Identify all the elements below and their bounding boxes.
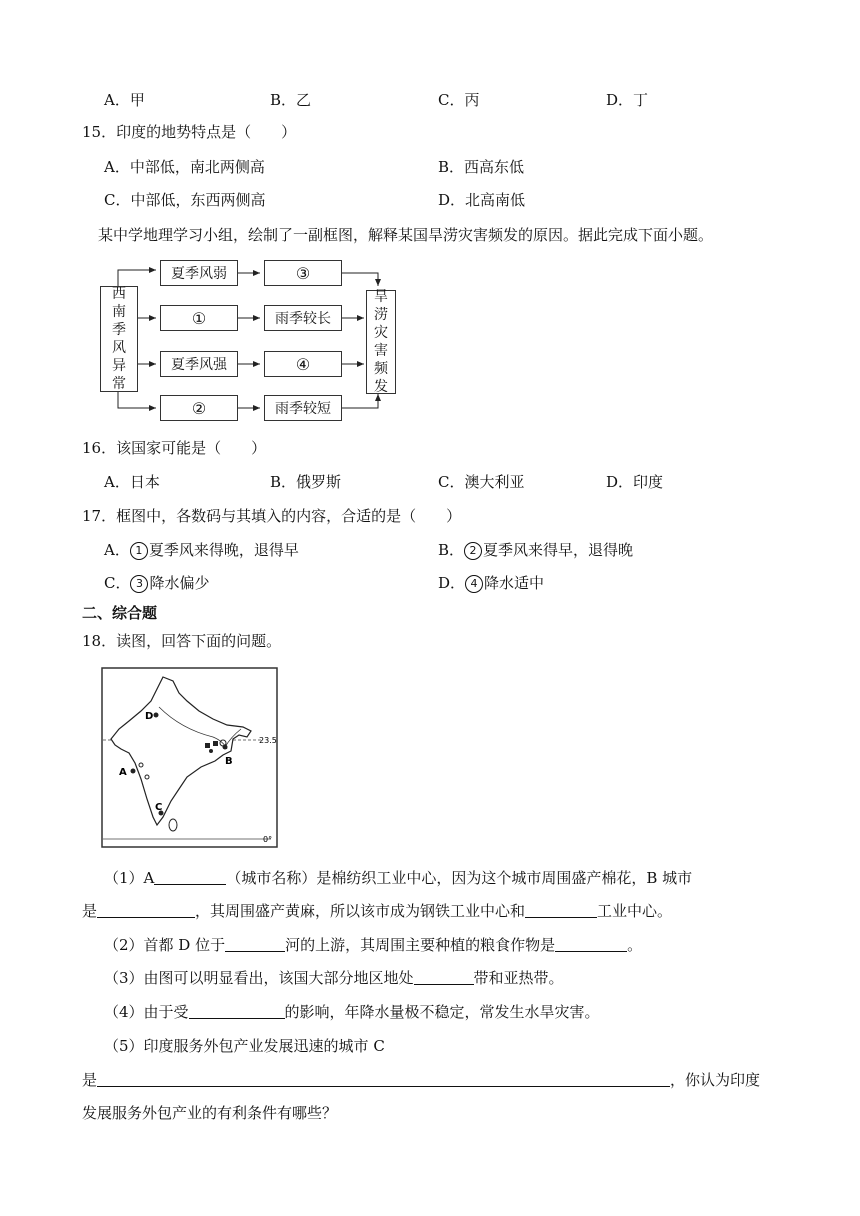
q14-option-d: D．丁 [606, 91, 649, 109]
box-long-rainy-season: 雨季较长 [264, 305, 342, 331]
flow-arrows [100, 256, 400, 416]
q16-option-b: B．俄罗斯 [270, 473, 342, 491]
q16-stem: 16．该国家可能是（ ） [82, 439, 267, 457]
box-blank-3: ③ [264, 260, 342, 286]
answer-blank[interactable] [97, 902, 195, 918]
box-blank-2: ② [160, 395, 238, 421]
q16-option-d: D．印度 [606, 473, 664, 491]
q15-option-a: A．中部低，南北两侧高 [104, 158, 265, 176]
india-map-graphic [101, 667, 278, 848]
q18-stem: 18．读图，回答下面的问题。 [82, 632, 282, 650]
map-label-tropic: 23.5 [259, 736, 277, 745]
answer-blank[interactable] [97, 1071, 670, 1087]
q18-part5-line1: （5）印度服务外包产业发展迅速的城市 C [104, 1037, 385, 1055]
q18-part1-line1: （1）A （城市名称）是棉纺织工业中心，因为这个城市周围盛产棉花，B 城市 [104, 869, 693, 887]
q17-stem: 17．框图中，各数码与其填入的内容，合适的是（ ） [82, 507, 462, 525]
india-map [101, 667, 278, 848]
box-southwest-monsoon: 西 南 季 风 异 常 [100, 286, 138, 392]
q16-option-c: C．澳大利亚 [438, 473, 525, 491]
flow-diagram [100, 256, 400, 416]
box-strong-summer-monsoon: 夏季风强 [160, 351, 238, 377]
answer-blank[interactable] [555, 936, 627, 952]
circled-number: 1 [130, 542, 148, 560]
q16-option-a: A．日本 [104, 473, 160, 491]
map-label-c: C [155, 802, 163, 813]
q17-option-a: A． 1 夏季风来得晚，退得早 [104, 541, 299, 559]
circled-number: 3 [130, 575, 148, 593]
q18-part1-line2: 是 ，其周围盛产黄麻，所以该市成为钢铁工业中心和 工业中心。 [82, 902, 673, 920]
box-blank-4: ④ [264, 351, 342, 377]
q18-part5-line2: 是 ，你认为印度 [82, 1071, 761, 1089]
q15-stem: 15．印度的地势特点是（ ） [82, 123, 297, 141]
map-label-b: B [225, 756, 233, 767]
q14-option-a: A．甲 [104, 91, 145, 109]
answer-blank[interactable] [189, 1003, 285, 1019]
section-heading: 二、综合题 [82, 604, 158, 622]
intro-text: 某中学地理学习小组，绘制了一副框图，解释某国旱涝灾害频发的原因。据此完成下面小题。 [98, 226, 714, 244]
box-weak-summer-monsoon: 夏季风弱 [160, 260, 238, 286]
q18-part5-line3: 发展服务外包产业的有利条件有哪些？ [82, 1104, 338, 1122]
circled-number: 2 [464, 542, 482, 560]
q17-option-c: C． 3 降水偏少 [104, 574, 210, 592]
q17-option-b: B． 2 夏季风来得早，退得晚 [438, 541, 634, 559]
map-label-equator: 0° [263, 835, 273, 844]
q17-option-d: D． 4 降水适中 [438, 574, 545, 592]
q14-option-b: B．乙 [270, 91, 312, 109]
box-frequent-disasters: 旱 涝 灾 害 频 发 [366, 290, 396, 394]
q18-part4: （4）由于受 的影响，年降水量极不稳定，常发生水旱灾害。 [104, 1003, 600, 1021]
q15-option-d: D．北高南低 [438, 191, 526, 209]
q18-part3: （3）由图可以明显看出，该国大部分地区地处 带和亚热带。 [104, 969, 564, 987]
box-short-rainy-season: 雨季较短 [264, 395, 342, 421]
box-blank-1: ① [160, 305, 238, 331]
circled-number: 4 [465, 575, 483, 593]
q15-option-c: C．中部低，东西两侧高 [104, 191, 266, 209]
map-label-a: A [119, 767, 127, 778]
answer-blank[interactable] [525, 902, 597, 918]
answer-blank[interactable] [154, 869, 226, 885]
q18-part2: （2）首都 D 位于 河的上游，其周围主要种植的粮食作物是 。 [104, 936, 643, 954]
q14-option-c: C．丙 [438, 91, 480, 109]
map-label-d: D [145, 711, 154, 722]
answer-blank[interactable] [414, 969, 474, 985]
answer-blank[interactable] [225, 936, 285, 952]
q15-option-b: B．西高东低 [438, 158, 525, 176]
